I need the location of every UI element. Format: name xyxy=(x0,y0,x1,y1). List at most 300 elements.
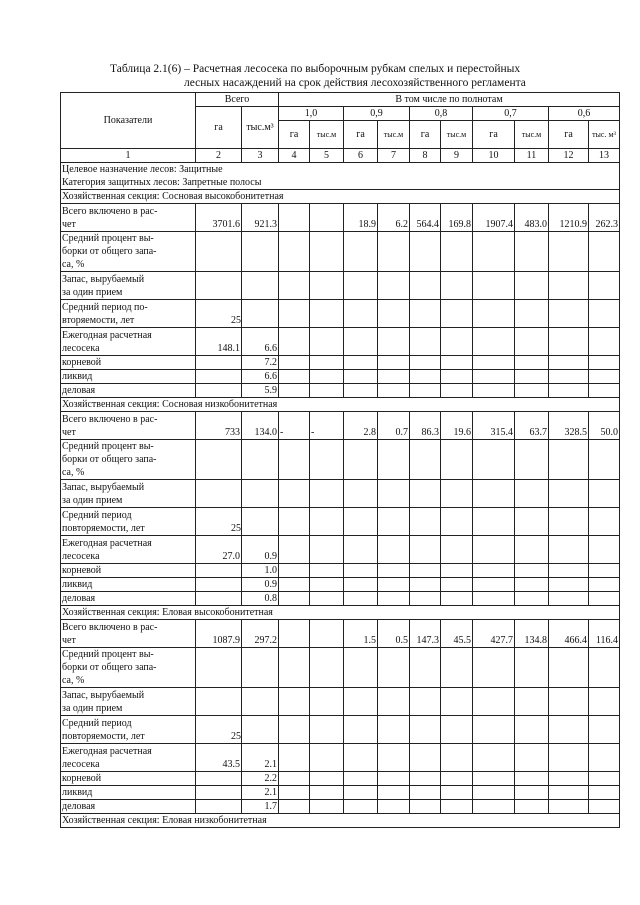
table-cell: 1.7 xyxy=(242,800,279,814)
table-cell xyxy=(515,328,549,356)
table-cell xyxy=(515,356,549,370)
table-cell xyxy=(344,232,378,272)
table-row xyxy=(61,564,620,578)
table-cell xyxy=(441,356,473,370)
col-number: 3 xyxy=(242,149,279,163)
table-cell xyxy=(410,356,441,370)
table-cell xyxy=(410,564,441,578)
table-cell xyxy=(515,272,549,300)
table-cell: 18.9 xyxy=(344,204,378,232)
table-cell xyxy=(344,508,378,536)
section-title: Хозяйственная секция: Сосновая высокобонитетная xyxy=(61,190,620,204)
table-cell xyxy=(410,592,441,606)
table-cell xyxy=(549,648,589,688)
table-row xyxy=(61,648,620,688)
table-cell: 297.2 xyxy=(242,620,279,648)
table-cell: 2.2 xyxy=(242,772,279,786)
table-cell xyxy=(549,744,589,772)
table-cell xyxy=(515,564,549,578)
table-cell xyxy=(589,328,620,356)
table-cell xyxy=(441,300,473,328)
table-cell xyxy=(410,688,441,716)
table-cell xyxy=(279,328,310,356)
table-cell: 50.0 xyxy=(589,412,620,440)
table-cell xyxy=(344,272,378,300)
table-cell xyxy=(378,232,410,272)
table-row xyxy=(61,370,620,384)
table-cell xyxy=(310,786,344,800)
table-cell xyxy=(549,272,589,300)
table-cell xyxy=(549,328,589,356)
table-cell xyxy=(410,716,441,744)
header-thous: тыс.м xyxy=(441,121,473,149)
row-label: Всего включено в рас- чет xyxy=(61,620,196,648)
table-cell: 427.7 xyxy=(473,620,515,648)
table-cell xyxy=(279,578,310,592)
table-cell xyxy=(515,592,549,606)
table-cell xyxy=(473,536,515,564)
table-cell: 169.8 xyxy=(441,204,473,232)
table-cell xyxy=(378,440,410,480)
table-cell xyxy=(310,620,344,648)
row-label: Запас, вырубаемый за один прием xyxy=(61,688,196,716)
table-row xyxy=(61,204,620,232)
table-cell: 6.2 xyxy=(378,204,410,232)
table-cell xyxy=(279,384,310,398)
table-cell xyxy=(441,272,473,300)
header-thous: тыс.м xyxy=(515,121,549,149)
table-cell xyxy=(310,688,344,716)
table-cell xyxy=(378,508,410,536)
header-indicators: Показатели xyxy=(61,93,196,149)
table-cell xyxy=(196,384,242,398)
col-number: 1 xyxy=(61,149,196,163)
table-cell: 0.9 xyxy=(242,578,279,592)
table-cell xyxy=(344,480,378,508)
table-row xyxy=(61,300,620,328)
table-cell: 0.7 xyxy=(378,412,410,440)
table-cell: 7.2 xyxy=(242,356,279,370)
table-cell xyxy=(589,300,620,328)
table-cell xyxy=(344,592,378,606)
row-label: корневой xyxy=(61,356,196,370)
table-cell xyxy=(441,772,473,786)
table-cell xyxy=(589,592,620,606)
table-cell xyxy=(441,232,473,272)
table-body xyxy=(61,163,620,828)
table-cell xyxy=(549,800,589,814)
table-cell xyxy=(410,786,441,800)
table-cell: 147.3 xyxy=(410,620,441,648)
table-cell xyxy=(279,744,310,772)
table-cell xyxy=(310,440,344,480)
table-row xyxy=(61,232,620,272)
row-label: Ежегодная расчетная лесосека xyxy=(61,328,196,356)
table-cell xyxy=(515,440,549,480)
table-cell xyxy=(410,480,441,508)
row-label: ликвид xyxy=(61,786,196,800)
table-cell xyxy=(279,800,310,814)
table-cell: 27.0 xyxy=(196,536,242,564)
table-cell xyxy=(196,440,242,480)
table-cell xyxy=(441,328,473,356)
header-total: Всего xyxy=(196,93,279,107)
table-cell xyxy=(279,564,310,578)
caption-line-1: Таблица 2.1(6) – Расчетная лесосека по выборочным рубкам спелых и перестойных xyxy=(110,63,521,75)
table-cell xyxy=(344,578,378,592)
table-cell xyxy=(410,648,441,688)
table-row xyxy=(61,744,620,772)
table-cell xyxy=(589,480,620,508)
table-cell xyxy=(515,384,549,398)
table-cell xyxy=(196,480,242,508)
table-cell xyxy=(196,688,242,716)
table-cell xyxy=(344,744,378,772)
table-cell xyxy=(410,508,441,536)
table-cell xyxy=(589,772,620,786)
table-cell: 733 xyxy=(196,412,242,440)
row-label: корневой xyxy=(61,564,196,578)
table-row xyxy=(61,412,620,440)
table-cell: 2.8 xyxy=(344,412,378,440)
table-cell xyxy=(378,272,410,300)
table-cell xyxy=(378,300,410,328)
table-cell: - xyxy=(279,412,310,440)
table-cell xyxy=(515,786,549,800)
table-cell xyxy=(515,744,549,772)
table-cell xyxy=(473,272,515,300)
table-cell xyxy=(310,536,344,564)
table-cell xyxy=(473,648,515,688)
table-cell xyxy=(589,744,620,772)
table-row xyxy=(61,800,620,814)
table-cell xyxy=(310,480,344,508)
table-cell xyxy=(589,272,620,300)
table-cell: 6.6 xyxy=(242,370,279,384)
table-cell xyxy=(441,688,473,716)
table-cell xyxy=(549,384,589,398)
table-cell xyxy=(549,508,589,536)
table-cell xyxy=(473,384,515,398)
table-row xyxy=(61,480,620,508)
table-cell xyxy=(473,300,515,328)
table-cell xyxy=(344,356,378,370)
table-cell xyxy=(515,648,549,688)
table-cell xyxy=(473,480,515,508)
row-label: ликвид xyxy=(61,578,196,592)
table-row xyxy=(61,328,620,356)
row-label: Всего включено в рас- чет xyxy=(61,204,196,232)
table-cell xyxy=(279,620,310,648)
table-cell xyxy=(549,480,589,508)
table-cell xyxy=(279,356,310,370)
table-cell xyxy=(441,800,473,814)
row-label: Средний процент вы- борки от общего запа- са, % xyxy=(61,440,196,480)
table-cell xyxy=(549,564,589,578)
table-cell xyxy=(473,592,515,606)
table-row xyxy=(61,536,620,564)
row-label: деловая xyxy=(61,592,196,606)
table-cell xyxy=(344,716,378,744)
table-cell xyxy=(441,648,473,688)
table-cell: 1210.9 xyxy=(549,204,589,232)
header-thous: тыс. м³ xyxy=(589,121,620,149)
table-cell xyxy=(242,272,279,300)
header-ha: га xyxy=(473,121,515,149)
table-cell xyxy=(473,508,515,536)
table-cell xyxy=(310,328,344,356)
table-row xyxy=(61,272,620,300)
row-label: Всего включено в рас- чет xyxy=(61,412,196,440)
table-cell xyxy=(378,480,410,508)
header-density-3: 0,8 xyxy=(410,107,473,121)
header-ha: га xyxy=(410,121,441,149)
table-cell xyxy=(549,440,589,480)
row-label: ликвид xyxy=(61,370,196,384)
table-cell xyxy=(441,716,473,744)
table-cell xyxy=(242,716,279,744)
table-cell xyxy=(473,578,515,592)
table-cell xyxy=(344,800,378,814)
col-number: 7 xyxy=(378,149,410,163)
table-cell xyxy=(410,272,441,300)
table-cell xyxy=(549,578,589,592)
table-cell: 134.8 xyxy=(515,620,549,648)
col-number: 10 xyxy=(473,149,515,163)
table-cell: 921.3 xyxy=(242,204,279,232)
header-ha: га xyxy=(344,121,378,149)
table-cell xyxy=(589,648,620,688)
table-cell: 1.5 xyxy=(344,620,378,648)
table-cell xyxy=(196,592,242,606)
header-including: В том числе по полнотам xyxy=(279,93,620,107)
table-cell xyxy=(196,232,242,272)
table-cell xyxy=(441,592,473,606)
table-cell xyxy=(473,356,515,370)
table-cell xyxy=(473,744,515,772)
table-cell xyxy=(549,592,589,606)
table-cell xyxy=(589,536,620,564)
table-cell xyxy=(515,772,549,786)
col-number: 12 xyxy=(549,149,589,163)
table-row xyxy=(61,384,620,398)
table-cell: 328.5 xyxy=(549,412,589,440)
table-cell xyxy=(310,204,344,232)
table-cell xyxy=(344,300,378,328)
table-cell xyxy=(589,578,620,592)
table-row xyxy=(61,508,620,536)
table-cell xyxy=(378,786,410,800)
table-cell xyxy=(344,536,378,564)
table-cell xyxy=(378,688,410,716)
table-cell xyxy=(441,440,473,480)
row-label: Средний период повторяемости, лет xyxy=(61,508,196,536)
table-cell xyxy=(279,786,310,800)
header-total-ha: га xyxy=(196,107,242,149)
table-cell xyxy=(549,772,589,786)
table-cell xyxy=(378,370,410,384)
table-cell xyxy=(410,800,441,814)
category-line: Категория защитных лесов: Запретные полосы xyxy=(61,176,620,190)
table-cell xyxy=(196,786,242,800)
table-cell: 0.8 xyxy=(242,592,279,606)
table-cell xyxy=(473,564,515,578)
table-cell: 116.4 xyxy=(589,620,620,648)
row-label: корневой xyxy=(61,772,196,786)
table-cell xyxy=(473,772,515,786)
table-cell xyxy=(441,578,473,592)
table-cell xyxy=(589,786,620,800)
row-label: Ежегодная расчетная лесосека xyxy=(61,536,196,564)
table-cell xyxy=(589,232,620,272)
row-label: Средний процент вы- борки от общего запа- са, % xyxy=(61,232,196,272)
section-title: Хозяйственная секция: Еловая высокобонитетная xyxy=(61,606,620,620)
table-row xyxy=(61,592,620,606)
table-cell xyxy=(196,648,242,688)
table-cell xyxy=(196,370,242,384)
table-cell xyxy=(441,508,473,536)
header-density-4: 0,7 xyxy=(473,107,549,121)
purpose-line: Целевое назначение лесов: Защитные xyxy=(61,163,620,177)
table-cell: 0.5 xyxy=(378,620,410,648)
table-cell xyxy=(549,356,589,370)
table-cell xyxy=(473,800,515,814)
table-cell xyxy=(589,688,620,716)
table-cell xyxy=(310,272,344,300)
table-cell xyxy=(310,370,344,384)
col-number: 4 xyxy=(279,149,310,163)
table-cell: 262.3 xyxy=(589,204,620,232)
table-cell: 0.9 xyxy=(242,536,279,564)
table-cell xyxy=(515,370,549,384)
table-cell xyxy=(441,564,473,578)
table-cell xyxy=(378,536,410,564)
table-row xyxy=(61,356,620,370)
table-cell: 1087.9 xyxy=(196,620,242,648)
col-number: 2 xyxy=(196,149,242,163)
table-cell xyxy=(279,204,310,232)
table-cell xyxy=(410,772,441,786)
table-cell xyxy=(242,648,279,688)
table-cell: 43.5 xyxy=(196,744,242,772)
table-cell: 63.7 xyxy=(515,412,549,440)
table-cell xyxy=(310,384,344,398)
header-density-1: 1,0 xyxy=(279,107,344,121)
table-cell: 25 xyxy=(196,300,242,328)
table-cell: 1.0 xyxy=(242,564,279,578)
table-cell xyxy=(344,564,378,578)
table-cell xyxy=(279,508,310,536)
table-cell: 3701.6 xyxy=(196,204,242,232)
table-cell xyxy=(310,744,344,772)
table-cell xyxy=(473,440,515,480)
table-cell xyxy=(410,384,441,398)
table-cell xyxy=(242,300,279,328)
table-cell xyxy=(549,370,589,384)
table-cell xyxy=(344,772,378,786)
table-cell: 86.3 xyxy=(410,412,441,440)
table-cell: 2.1 xyxy=(242,786,279,800)
table-cell xyxy=(473,328,515,356)
table-cell: 25 xyxy=(196,716,242,744)
table-cell xyxy=(242,440,279,480)
row-label: Ежегодная расчетная лесосека xyxy=(61,744,196,772)
table-cell xyxy=(410,440,441,480)
table-cell xyxy=(515,232,549,272)
table-cell: 45.5 xyxy=(441,620,473,648)
table-cell xyxy=(589,370,620,384)
table-cell xyxy=(589,716,620,744)
table-cell xyxy=(279,300,310,328)
table-row xyxy=(61,440,620,480)
table-cell xyxy=(378,356,410,370)
table-cell xyxy=(310,508,344,536)
row-label: Средний процент вы- борки от общего запа- са, % xyxy=(61,648,196,688)
table-cell xyxy=(589,356,620,370)
col-number: 11 xyxy=(515,149,549,163)
table-cell xyxy=(310,800,344,814)
table-row xyxy=(61,688,620,716)
table-cell xyxy=(310,648,344,688)
table-cell xyxy=(410,370,441,384)
table-cell: 19.6 xyxy=(441,412,473,440)
table-cell xyxy=(515,536,549,564)
table-cell: 25 xyxy=(196,508,242,536)
caption-line-2: лесных насаждений на срок действия лесохозяйственного регламента xyxy=(184,77,526,89)
table-cell: - xyxy=(310,412,344,440)
section-title: Хозяйственная секция: Еловая низкобонитетная xyxy=(61,814,620,828)
table-cell xyxy=(549,716,589,744)
table-cell xyxy=(441,744,473,772)
table-cell xyxy=(279,272,310,300)
table-cell xyxy=(589,440,620,480)
table-cell xyxy=(279,688,310,716)
table-cell xyxy=(378,564,410,578)
table-cell xyxy=(410,536,441,564)
col-number: 8 xyxy=(410,149,441,163)
table-cell xyxy=(515,578,549,592)
table-cell xyxy=(344,648,378,688)
table-cell xyxy=(344,370,378,384)
table-cell xyxy=(378,716,410,744)
table-cell xyxy=(279,232,310,272)
table-cell xyxy=(279,370,310,384)
table-cell xyxy=(378,592,410,606)
table-cell: 466.4 xyxy=(549,620,589,648)
table-cell xyxy=(196,800,242,814)
table-cell: 5.9 xyxy=(242,384,279,398)
row-label: Запас, вырубаемый за один прием xyxy=(61,480,196,508)
table-cell xyxy=(441,370,473,384)
table-cell xyxy=(473,688,515,716)
section-title: Хозяйственная секция: Сосновая низкобонитетная xyxy=(61,398,620,412)
table-cell xyxy=(515,300,549,328)
table-cell xyxy=(279,480,310,508)
table-cell xyxy=(589,384,620,398)
table-cell: 1907.4 xyxy=(473,204,515,232)
table-cell xyxy=(473,232,515,272)
table-row xyxy=(61,716,620,744)
table-cell: 315.4 xyxy=(473,412,515,440)
table-cell: 148.1 xyxy=(196,328,242,356)
table-cell xyxy=(549,536,589,564)
row-label: Средний период повторяемости, лет xyxy=(61,716,196,744)
table-cell xyxy=(242,688,279,716)
header-total-thous: тыс.м³ xyxy=(242,107,279,149)
table-cell xyxy=(589,564,620,578)
header-density-2: 0,9 xyxy=(344,107,410,121)
table-cell xyxy=(310,578,344,592)
